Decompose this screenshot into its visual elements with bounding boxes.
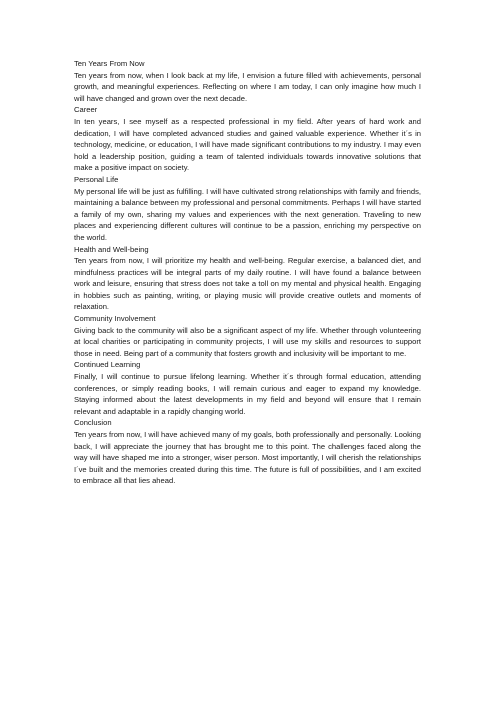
section-heading-conclusion: Conclusion <box>74 418 112 428</box>
section-body-conclusion: Ten years from now, I will have achieved many of my goals, both professionally and personally. Looking back, I will appreciate the journey that has brought me to this point. The challenges faced along the way will have shaped me into a stronger, wiser person. Most importantly, I will cherish the relationships I´ve built and the memories created during this time. The future is full of possibilities, and I am excited to embrace all that lies ahead. <box>74 430 421 486</box>
section-body-community: Giving back to the community will also be a significant aspect of my life. Whether through volunteering at local charities or participating in community projects, I will use my skills and resources to support those in need. Being part of a community that fosters growth and inclusivity will be important to me. <box>74 325 421 358</box>
document-page <box>74 58 421 487</box>
section-body-personal-life: My personal life will be just as fulfilling. I will have cultivated strong relationships with family and friends, maintaining a balance between my professional and personal commitments. Perhaps I will have started a family of my own, sharing my values and experiences with the next generation. Traveling to new places and experiencing different cultures will continue to be a passion, enriching my perspective on the world. <box>74 186 421 242</box>
section-heading-personal-life: Personal Life <box>74 174 119 184</box>
section-body-career: In ten years, I see myself as a respected professional in my field. After years of hard work and dedication, I will have completed advanced studies and gained valuable experience. Whether it´s in technology, medicine, or education, I will have made significant contributions to my industry. I may even hold a leadership position, guiding a team of talented individuals towards innovative solutions that make a positive impact on society. <box>74 116 421 173</box>
document-title: Ten Years From Now <box>74 59 145 68</box>
section-heading-career: Career <box>74 105 98 115</box>
section-heading-learning: Continued Learning <box>74 360 141 370</box>
section-heading-health: Health and Well-being <box>74 244 149 254</box>
section-heading-community: Community Involvement <box>74 314 156 324</box>
section-body-health: Ten years from now, I will prioritize my health and well-being. Regular exercise, a balanced diet, and mindfulness practices will be integral parts of my daily routine. I will have found a balance between work and leisure, ensuring that stress does not take a toll on my mental and physical health. Engaging in hobbies such as painting, writing, or playing music will provide creative outlets and moments of relaxation. <box>74 256 421 312</box>
intro-paragraph: Ten years from now, when I look back at my life, I envision a future filled with achievements, personal growth, and meaningful experiences. Reflecting on where I am today, I can only imagine how much I will have changed and grown over the next decade. <box>74 70 421 103</box>
section-body-learning: Finally, I will continue to pursue lifelong learning. Whether it´s through formal education, attending conferences, or simply reading books, I will remain curious and eager to expand my knowledge. Staying informed about the latest developments in my field and beyond will ensure that I remain relevant and adaptable in a rapidly changing world. <box>74 372 421 416</box>
